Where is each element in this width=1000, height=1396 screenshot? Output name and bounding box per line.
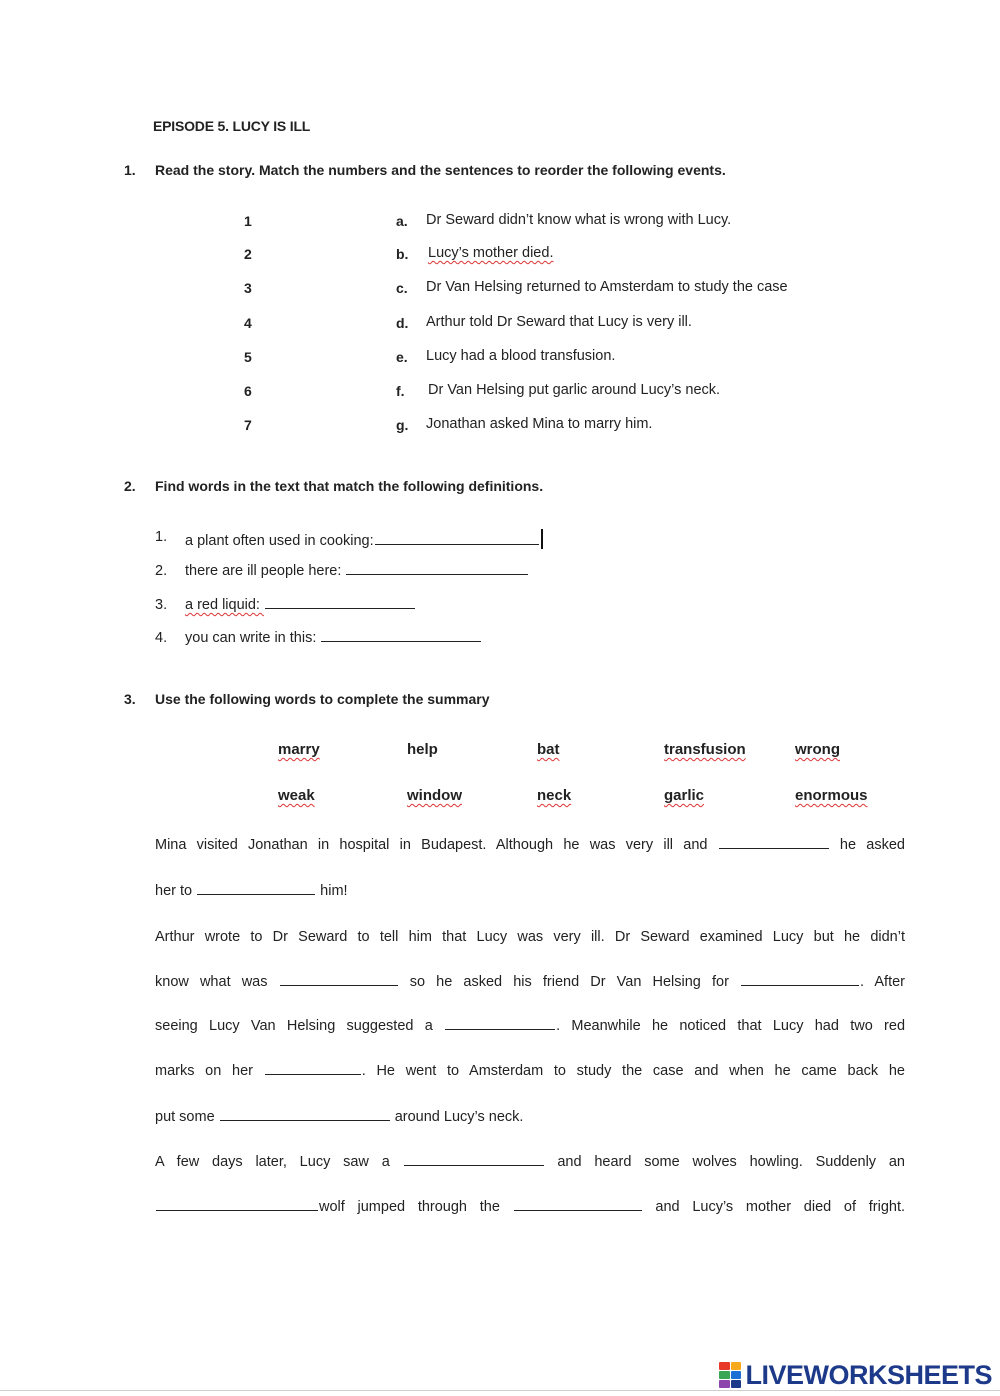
question-2-text: Find words in the text that match the following definitions. [155, 478, 544, 494]
answer-blank[interactable] [741, 975, 859, 986]
match-letter: a. [396, 213, 408, 229]
answer-blank[interactable] [280, 975, 398, 986]
definition-item [185, 630, 482, 646]
match-sentence: Dr Seward didn’t know what is wrong with Lucy. [426, 212, 732, 228]
summary-fragment: . After [860, 974, 906, 990]
question-3-number: 3. [124, 691, 136, 707]
match-number: 7 [244, 417, 252, 433]
answer-blank[interactable] [321, 631, 481, 642]
answer-blank[interactable] [375, 534, 539, 545]
summary-fragment: and Lucy’s mother died of fright. [655, 1199, 906, 1215]
word-bank-item: garlic [664, 787, 705, 804]
match-sentence: Lucy’s mother died. [428, 245, 554, 261]
summary-fragment: Mina visited Jonathan in hospital in Budapest. Although he was very ill and [155, 837, 708, 853]
summary-fragment: Arthur wrote to Dr Seward to tell him that Lucy was very ill. Dr Seward examined Lucy but he didn’t [155, 929, 905, 945]
text-cursor [541, 529, 543, 549]
match-sentence: Lucy had a blood transfusion. [426, 348, 616, 364]
question-1-text: Read the story. Match the numbers and the sentences to reorder the following events. [155, 162, 726, 178]
summary-line [155, 974, 905, 990]
word-bank-item: wrong [795, 741, 840, 758]
word-bank-item: window [407, 787, 462, 804]
summary-fragment: around Lucy’s neck. [394, 1109, 524, 1125]
summary-fragment: wolf jumped through the [319, 1199, 500, 1215]
match-sentence: Dr Van Helsing put garlic around Lucy’s neck. [428, 382, 721, 398]
summary-fragment: and heard some wolves howling. Suddenly an [557, 1154, 905, 1170]
match-letter: b. [396, 246, 409, 262]
answer-blank[interactable] [156, 1200, 318, 1211]
match-number: 6 [244, 383, 252, 399]
match-sentence: Jonathan asked Mina to marry him. [426, 416, 653, 432]
definition-text: a red liquid: [185, 597, 264, 613]
match-letter: c. [396, 280, 408, 296]
answer-blank[interactable] [220, 1110, 390, 1121]
question-2-number: 2. [124, 478, 136, 494]
logo-text: LIVEWORKSHEETS [745, 1359, 992, 1390]
definition-item [185, 597, 416, 613]
answer-blank[interactable] [265, 1064, 361, 1075]
answer-blank[interactable] [514, 1200, 642, 1211]
definition-text: there are ill people here: [185, 563, 346, 579]
summary-fragment: seeing Lucy Van Helsing suggested a [155, 1018, 433, 1034]
answer-blank[interactable] [197, 884, 315, 895]
summary-line [155, 1109, 905, 1125]
answer-blank[interactable] [445, 1019, 555, 1030]
match-number: 2 [244, 246, 252, 262]
question-3-text: Use the following words to complete the summary [155, 691, 490, 707]
answer-blank[interactable] [346, 564, 528, 575]
definition-text: a plant often used in cooking: [185, 533, 374, 549]
summary-fragment: . He went to Amsterdam to study the case and when he came back he [361, 1063, 905, 1079]
summary-line [155, 837, 905, 853]
match-number: 3 [244, 280, 252, 296]
summary-line [155, 1018, 905, 1034]
summary-line [155, 883, 905, 899]
question-1-number: 1. [124, 162, 136, 178]
match-sentence: Dr Van Helsing returned to Amsterdam to study the case [426, 279, 788, 295]
match-letter: g. [396, 417, 409, 433]
worksheet-title: EPISODE 5. LUCY IS ILL [153, 118, 311, 134]
definition-number: 3. [155, 597, 168, 613]
word-bank-item: transfusion [664, 741, 746, 758]
summary-fragment: marks on her [155, 1063, 253, 1079]
match-letter: d. [396, 315, 409, 331]
match-sentence: Arthur told Dr Seward that Lucy is very ill. [426, 314, 692, 330]
match-letter: e. [396, 349, 408, 365]
definition-number: 4. [155, 630, 168, 646]
answer-blank[interactable] [719, 838, 829, 849]
liveworksheets-logo [719, 1360, 992, 1390]
summary-line [155, 929, 905, 945]
summary-line [155, 1063, 905, 1079]
word-bank-item: marry [278, 741, 320, 758]
summary-fragment: A few days later, Lucy saw a [155, 1154, 390, 1170]
summary-fragment: know what was [155, 974, 268, 990]
word-bank-item: help [407, 741, 438, 758]
summary-fragment: put some [155, 1109, 215, 1125]
match-number: 4 [244, 315, 252, 331]
summary-line [155, 1154, 905, 1170]
definition-number: 1. [155, 529, 168, 545]
word-bank-item: enormous [795, 787, 868, 804]
summary-fragment: him! [320, 883, 348, 899]
match-number: 1 [244, 213, 252, 229]
summary-fragment: he asked [839, 837, 905, 853]
summary-fragment: her to [155, 883, 193, 899]
summary-line [155, 1199, 905, 1215]
word-bank-item: bat [537, 741, 560, 758]
definition-text: you can write in this: [185, 630, 321, 646]
definition-item [185, 529, 543, 549]
answer-blank[interactable] [404, 1155, 544, 1166]
match-letter: f. [396, 383, 405, 399]
definition-number: 2. [155, 563, 168, 579]
liveworksheets-logo-icon [719, 1362, 741, 1388]
word-bank-item: neck [537, 787, 572, 804]
summary-fragment: . Meanwhile he noticed that Lucy had two red [556, 1018, 906, 1034]
answer-blank[interactable] [265, 598, 415, 609]
summary-fragment: so he asked his friend Dr Van Helsing for [409, 974, 729, 990]
definition-item [185, 563, 529, 579]
word-bank-item: weak [278, 787, 315, 804]
match-number: 5 [244, 349, 252, 365]
